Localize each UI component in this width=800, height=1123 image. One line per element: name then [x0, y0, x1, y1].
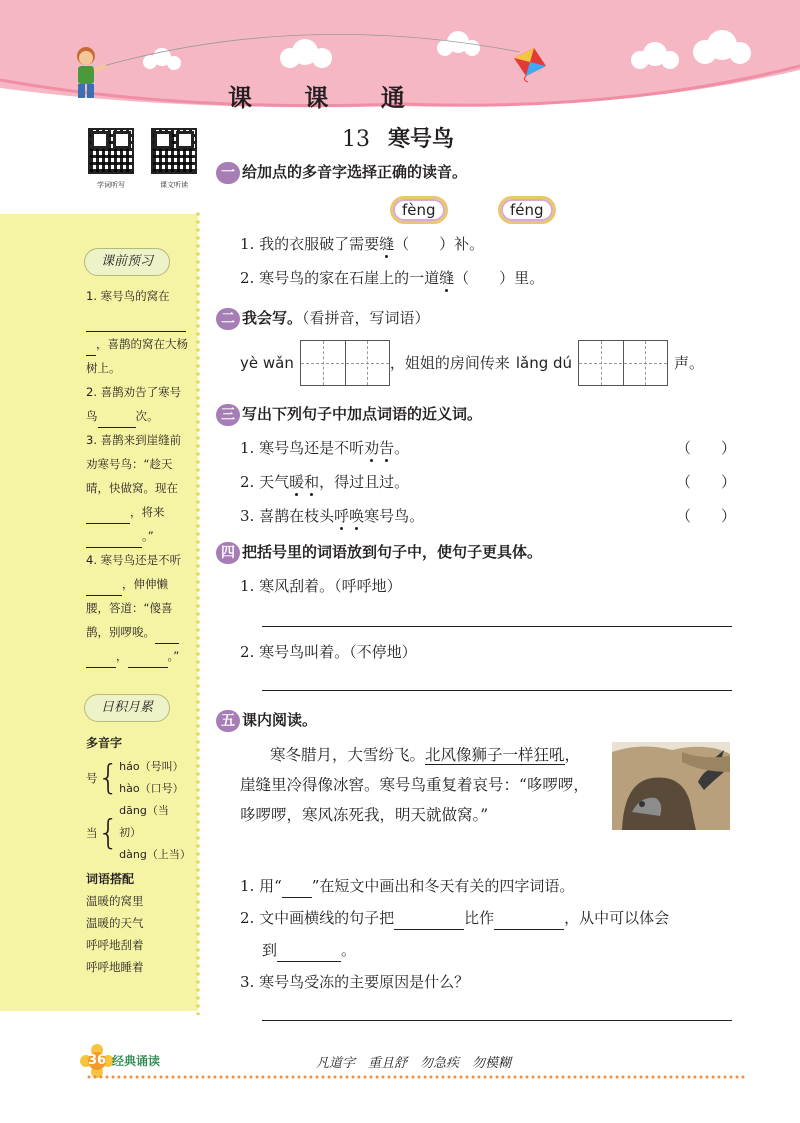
qr-code-dictation[interactable]	[85, 128, 137, 190]
item-text: 补。	[454, 235, 485, 253]
item-text: 声。	[674, 354, 705, 372]
section-5-title	[216, 708, 317, 732]
section-badge: 二	[216, 308, 240, 330]
s3-item-1	[240, 436, 740, 460]
preview-q3	[86, 428, 188, 548]
writing-grid[interactable]	[578, 340, 668, 386]
lesson-name: 寒号鸟	[388, 127, 455, 152]
blank-line[interactable]	[86, 318, 186, 332]
page-number: 36	[87, 1053, 107, 1068]
qr-code-listen[interactable]	[148, 128, 200, 190]
answer-line[interactable]	[262, 690, 732, 691]
blank-line[interactable]	[86, 342, 96, 356]
item-text: 1. 寒号鸟还是不听	[240, 439, 365, 457]
s5-question-2	[240, 906, 669, 930]
blank-line[interactable]	[155, 630, 179, 644]
item-text: 3. 喜鹊在枝头	[240, 507, 335, 525]
section-badge: 一	[216, 162, 240, 184]
item-text: 2. 天气	[240, 473, 290, 491]
q2-text: 2. 喜鹊劝告了寒号鸟	[86, 385, 182, 423]
collocation-item: 呼呼地睡着	[86, 960, 144, 974]
item-text: 2. 寒号鸟的家在石崖上的一道	[240, 269, 440, 287]
section-3-title	[216, 402, 482, 426]
section-1-title	[216, 160, 467, 184]
qr-label: 课文听读	[160, 181, 188, 189]
polyphone-char: 号	[86, 771, 98, 785]
polyphone-dang	[86, 800, 191, 866]
dotted-char: 缝	[439, 269, 455, 287]
s2-writing-row	[240, 340, 704, 386]
item-text: 1. 用“	[240, 877, 282, 895]
dotted-char: 缝	[379, 235, 395, 253]
s5-question-3: 3. 寒号鸟受冻的主要原因是什么？	[240, 973, 470, 991]
pinyin-prompt: yè wǎn	[240, 354, 294, 372]
header-title-char: 通	[380, 84, 427, 112]
preview-q2	[86, 380, 188, 428]
kite-icon	[510, 44, 552, 84]
s5-question-1	[240, 874, 574, 898]
dotted-char: 告	[379, 439, 395, 457]
item-text: 寒号鸟。	[364, 507, 425, 525]
item-text: 里。	[514, 269, 545, 287]
preview-banner: 课前预习	[84, 248, 170, 276]
section-heading: 把括号里的词语放到句子中，使句子更具体。	[242, 543, 543, 561]
section-heading: 写出下列句子中加点词语的近义词。	[242, 405, 483, 423]
item-text: 。	[341, 941, 357, 959]
preview-questions	[86, 284, 188, 668]
q2-text-b: 次。	[135, 409, 159, 423]
footer-classic-text: 凡道字 重且舒 勿急疾 勿模糊	[316, 1056, 512, 1071]
blank-line[interactable]	[128, 654, 168, 668]
pinyin-option-feng2: féng	[498, 196, 556, 224]
pinyin-option-feng4: fèng	[390, 196, 448, 224]
section-heading: 课内阅读。	[242, 711, 318, 729]
section-badge: 三	[216, 404, 240, 426]
header-title-char: 课	[228, 84, 274, 112]
footer-label: 经典诵读	[112, 1054, 161, 1068]
polyphone-char: 当	[86, 826, 98, 840]
reading-passage	[240, 740, 592, 830]
q4-text-c: ，	[116, 649, 128, 663]
blank-line[interactable]	[86, 654, 116, 668]
answer-paren[interactable]: （ ）	[676, 439, 737, 457]
item-text: ”在短文中画出和冬天有关的四字词语。	[311, 877, 575, 895]
s5-question-2-cont	[262, 938, 356, 962]
polyphone-title: 多音字	[86, 736, 123, 750]
item-text: 2. 文中画横线的句子把	[240, 909, 395, 927]
collocation-title: 词语搭配	[86, 872, 135, 886]
polyphone-reading: háo（号叫）	[119, 760, 184, 773]
footer-dotted-line	[86, 1075, 746, 1079]
blank-line[interactable]	[86, 582, 122, 596]
pinyin-prompt: lǎng dú	[515, 354, 573, 372]
s4-item-2: 2. 寒号鸟叫着。（不停地）	[240, 643, 417, 661]
collocation-item: 温暖的窝里	[86, 894, 144, 908]
lesson-number: 13	[342, 127, 370, 152]
section-4-title	[216, 540, 542, 564]
answer-line[interactable]	[262, 1020, 732, 1021]
collocation-item: 温暖的天气	[86, 916, 144, 930]
header-title	[228, 78, 427, 113]
blank-line[interactable]	[98, 414, 136, 428]
dotted-char: 呼	[334, 507, 350, 525]
preview-q1	[86, 284, 188, 380]
q3-text: 3. 喜鹊来到崖缝前劝寒号鸟：“趁天晴，快做窝。现在	[86, 433, 182, 495]
blank-line[interactable]	[86, 534, 142, 548]
section-badge: 五	[216, 710, 240, 732]
answer-line[interactable]	[262, 626, 732, 627]
qr-code-icon	[151, 128, 197, 174]
blank-line[interactable]	[86, 510, 130, 524]
answer-paren[interactable]: （ ）	[394, 235, 455, 253]
blank-line[interactable]	[282, 884, 312, 898]
qr-label: 学词听写	[97, 181, 125, 189]
s3-item-3	[240, 504, 740, 528]
item-text: 。	[394, 439, 410, 457]
q4-text: 4. 寒号鸟还是不听	[86, 553, 182, 567]
preview-q4	[86, 548, 188, 668]
answer-paren[interactable]: （ ）	[454, 269, 515, 287]
item-text: 1. 我的衣服破了需要	[240, 235, 380, 253]
section-badge: 四	[216, 542, 240, 564]
lesson-title	[342, 122, 454, 153]
polyphone-reading: dāng（当初）	[119, 804, 169, 839]
section-2-title	[216, 306, 430, 330]
item-text: ，姐姐的房间传来	[389, 354, 510, 372]
writing-grid[interactable]	[300, 340, 390, 386]
underlined-sentence: 北风像狮子一样狂吼	[425, 746, 565, 764]
answer-paren[interactable]: （ ）	[676, 473, 737, 491]
passage-text: ，崖缝里冷得像冰窖。寒号鸟重复着哀号：“哆啰啰，哆啰啰，寒风冻死我，明天就做窝。”	[240, 746, 589, 824]
accumulation-content	[86, 732, 191, 978]
header-title-char: 课	[304, 84, 351, 112]
item-text: 比作	[464, 909, 495, 927]
q1-text-b: ，喜鹊的窝在大杨树上。	[86, 337, 188, 375]
s3-item-2	[240, 470, 740, 494]
s4-item-1: 1. 寒风刮着。（呼呼地）	[240, 577, 402, 595]
q3-text-c: 。”	[142, 529, 154, 543]
cave-bird-illustration	[612, 742, 730, 830]
qr-code-icon	[88, 128, 134, 174]
dotted-char: 和	[304, 473, 320, 491]
sidebar-border	[194, 210, 202, 1015]
q1-text: 1. 寒号鸟的窝在	[86, 289, 170, 303]
accumulation-banner: 日积月累	[84, 694, 170, 722]
q3-text-b: ，将来	[130, 505, 165, 519]
polyphone-hao	[86, 756, 188, 800]
item-text: ，得过且过。	[319, 473, 410, 491]
dotted-char: 唤	[349, 507, 365, 525]
answer-paren[interactable]: （ ）	[676, 507, 737, 525]
boy-flying-kite-icon	[66, 44, 110, 104]
dotted-char: 劝	[364, 439, 380, 457]
section-subheading: （看拼音，写词语）	[302, 309, 430, 327]
brace-icon: {	[97, 813, 120, 853]
s1-item-1	[240, 232, 484, 256]
blank-line[interactable]	[277, 948, 341, 962]
collocation-item: 呼呼地刮着	[86, 938, 144, 952]
section-heading: 给加点的多音字选择正确的读音。	[242, 163, 468, 181]
section-heading: 我会写。	[242, 309, 303, 327]
dotted-char: 暖	[289, 473, 305, 491]
passage-text: 寒冬腊月，大雪纷飞。	[270, 746, 426, 764]
q4-text-d: 。”	[167, 649, 180, 663]
polyphone-reading: hào（口号）	[119, 782, 184, 795]
item-text: 到	[262, 941, 278, 959]
q4-text-b: ，伸伸懒腰，答道：“傻喜鹊，别啰唆。	[86, 577, 173, 639]
item-text: ，从中可以体会	[564, 909, 670, 927]
polyphone-reading: dàng（上当）	[119, 848, 191, 861]
s1-item-2	[240, 266, 544, 290]
brace-icon: {	[97, 758, 120, 798]
blank-line[interactable]	[494, 916, 564, 930]
blank-line[interactable]	[394, 916, 464, 930]
